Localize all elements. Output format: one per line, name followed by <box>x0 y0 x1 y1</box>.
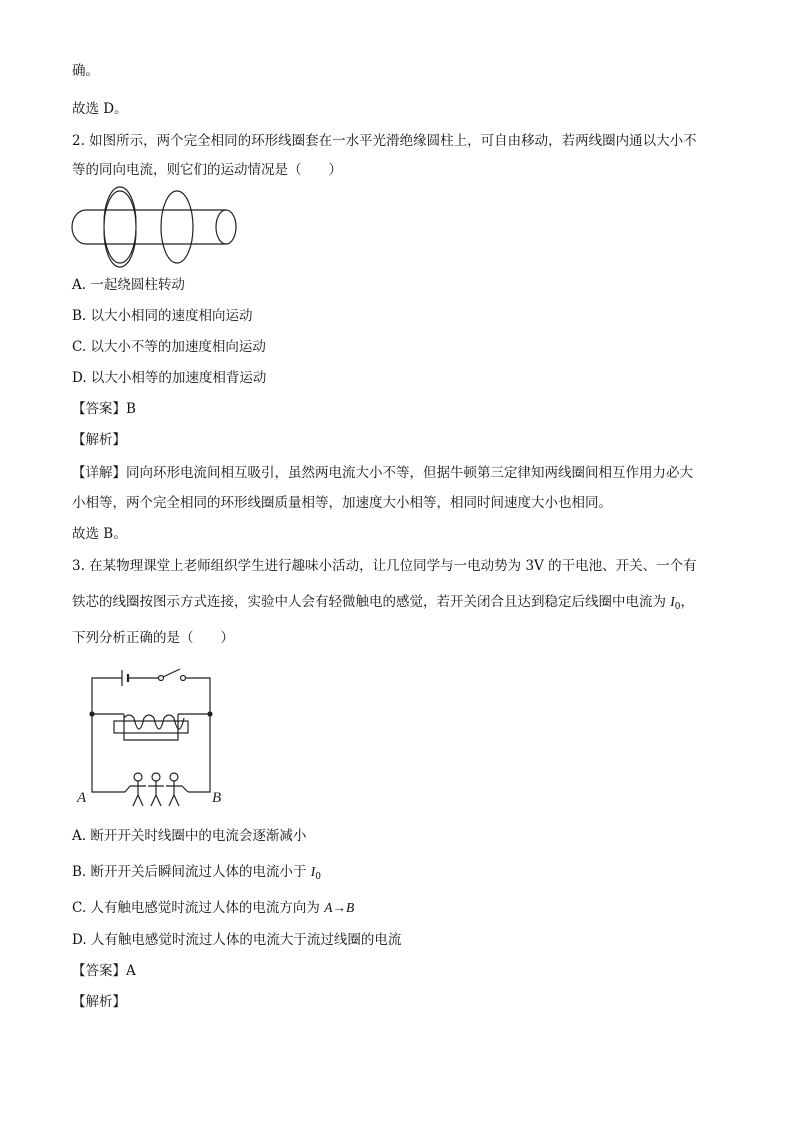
option-c: C. 以大小不等的加速度相向运动 <box>72 339 266 355</box>
question-3-stem-end: 下列分析正确的是（ ） <box>72 630 234 646</box>
option-c <box>72 899 354 917</box>
question-3-stem-cont <box>72 593 694 616</box>
text-line: 故选 D。 <box>72 101 128 117</box>
analysis-label: 【解析】 <box>72 432 126 448</box>
circuit-figure <box>70 664 230 814</box>
current-subscript: 0 <box>315 872 322 882</box>
option-d: D. 人有触电感觉时流过人体的电流大于流过线圈的电流 <box>72 932 402 948</box>
question-3-stem: 3. 在某物理课堂上老师组织学生进行趣味小活动，让几位同学与一电动势为 3V 的干电池、开关、一个有 <box>72 558 697 574</box>
option-b: B. 以大小相同的速度相向运动 <box>72 308 253 324</box>
current-symbol: I <box>310 864 316 879</box>
answer-label: 【答案】B <box>72 401 136 417</box>
direction-symbol: A→B <box>324 900 355 915</box>
option-d: D. 以大小相等的加速度相背运动 <box>72 370 267 386</box>
option-a: A. 断开开关时线圈中的电流会逐渐减小 <box>72 828 307 844</box>
detail-text: 【详解】同向环形电流间相互吸引，虽然两电流大小不等，但据牛顿第三定律知两线圈间相互作用力必大 <box>72 465 693 481</box>
question-2-stem: 2. 如图所示，两个完全相同的环形线圈套在一水平光滑绝缘圆柱上，可自由移动，若两线圈内通以大小不 <box>72 133 697 149</box>
question-2-stem-cont: 等的同向电流，则它们的运动情况是（ ） <box>72 162 342 178</box>
stem-punct: ， <box>680 594 695 610</box>
cylinder-rings-figure <box>66 186 244 268</box>
option-b <box>72 863 321 886</box>
point-a-label: A <box>77 790 87 806</box>
current-symbol: I <box>670 594 675 609</box>
stem-text: 铁芯的线圈按图示方式连接，实验中人会有轻微触电的感觉，若开关闭合且达到稳定后线圈中电流为 <box>72 594 671 610</box>
current-subscript: 0 <box>674 602 681 612</box>
point-b-label: B <box>212 790 222 806</box>
option-b-text: B. 断开开关后瞬间流过人体的电流小于 <box>72 864 311 880</box>
option-c-text: C. 人有触电感觉时流过人体的电流方向为 <box>72 900 325 916</box>
answer-label: 【答案】A <box>72 963 136 979</box>
detail-text-cont: 小相等，两个完全相同的环形线圈质量相等，加速度大小相等，相同时间速度大小也相同。 <box>72 495 612 511</box>
analysis-label: 【解析】 <box>72 994 126 1010</box>
option-a: A. 一起绕圆柱转动 <box>72 277 185 293</box>
choose-text: 故选 B。 <box>72 526 127 542</box>
text-line: 确。 <box>72 63 99 79</box>
